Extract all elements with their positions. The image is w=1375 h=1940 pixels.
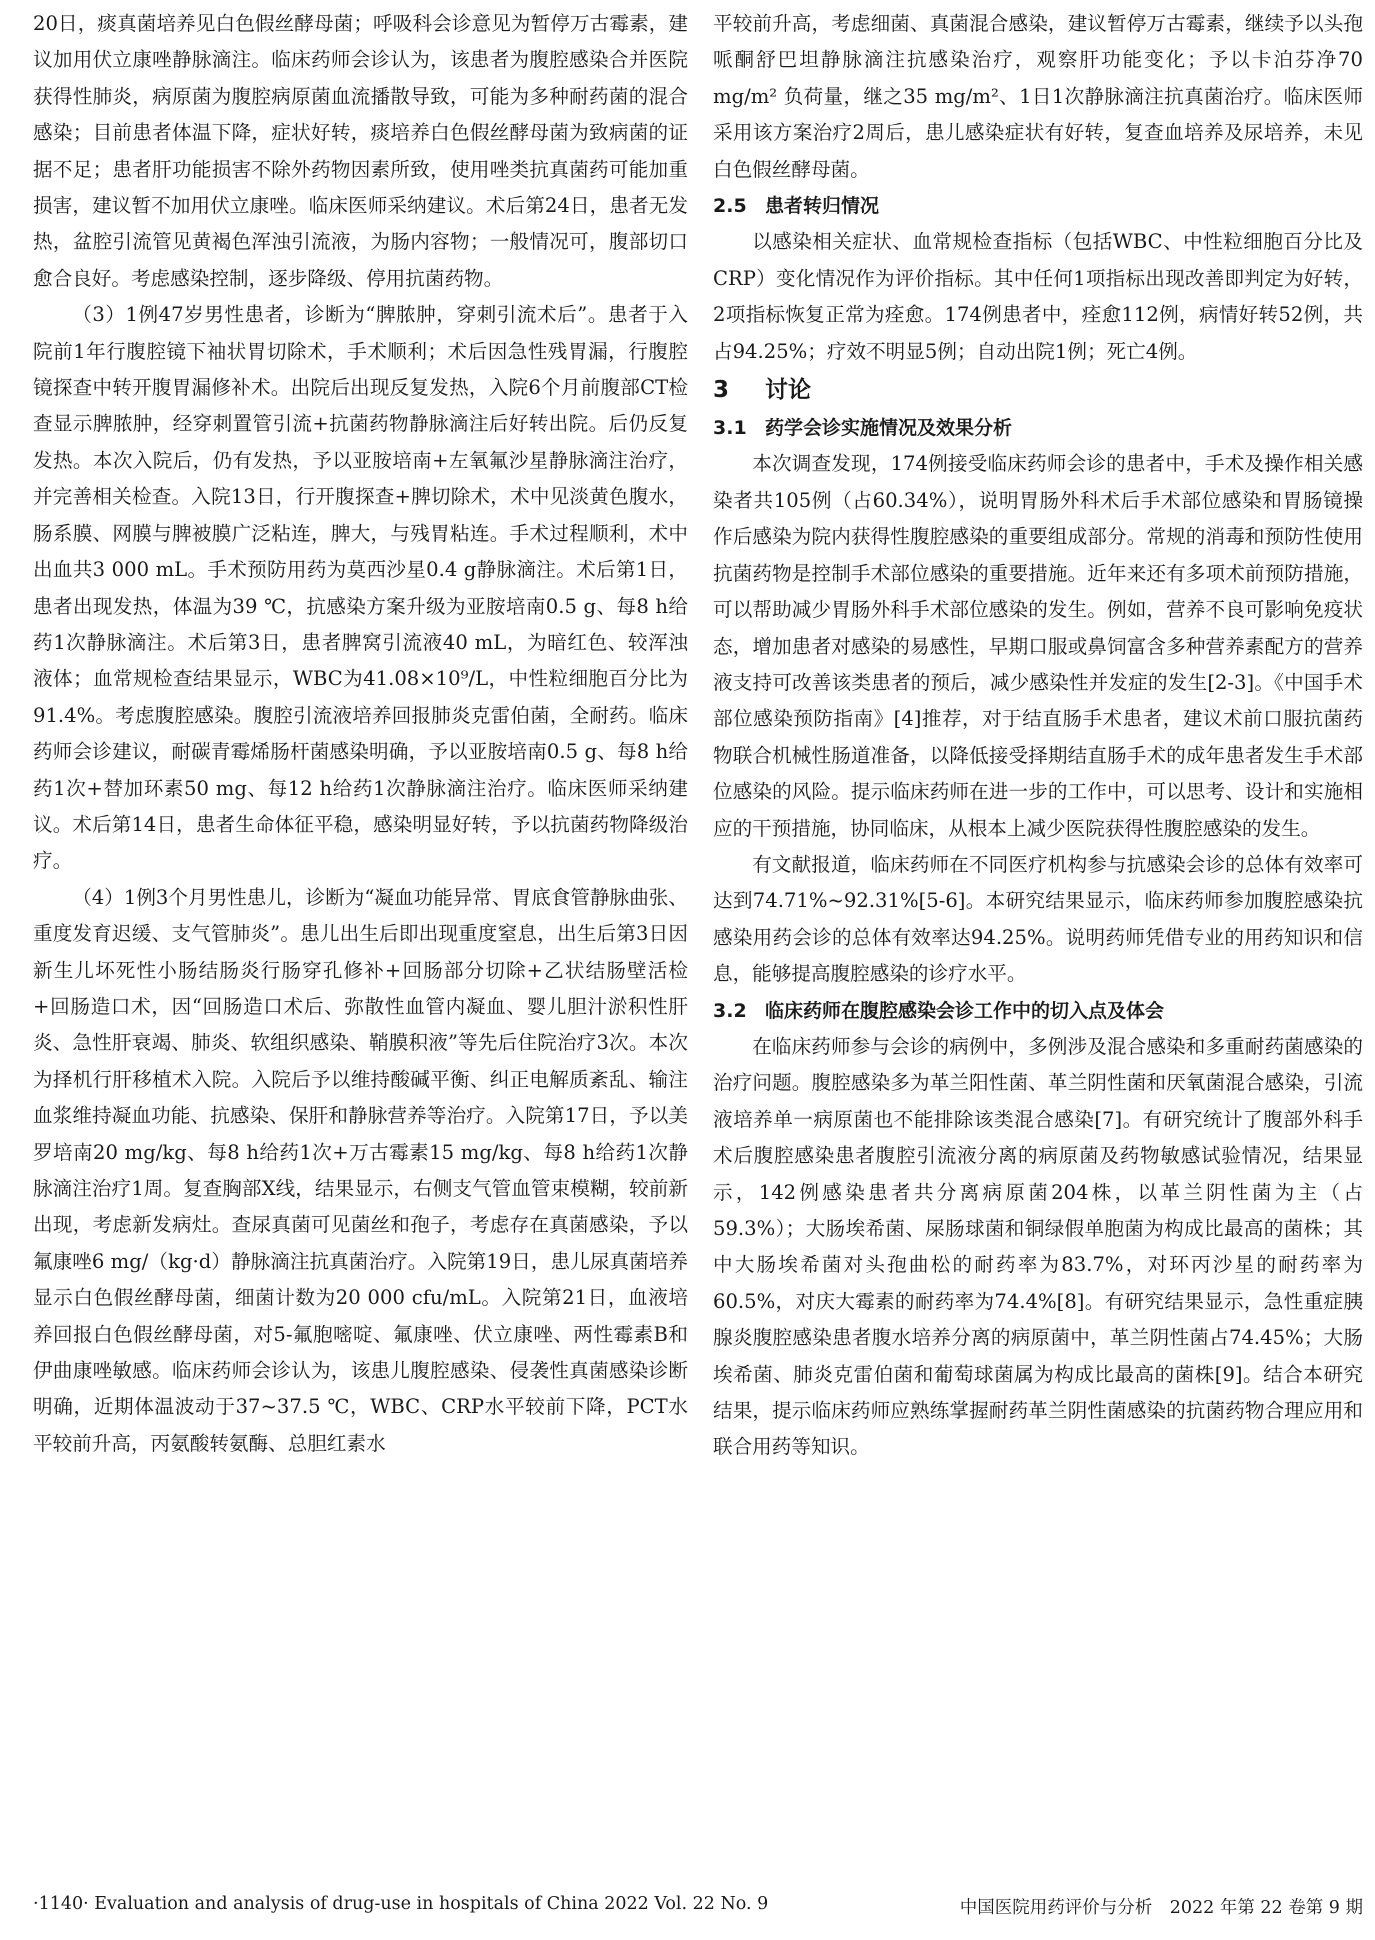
paragraph-discussion-2: 有文献报道，临床药师在不同医疗机构参与抗感染会诊的总体有效率可达到74.71%~92.31%[5-6]。本研究结果显示，临床药师参加腹腔感染抗感染用药会诊的总体有效率达94.25%。说明药师凭借专业的用药知识和信息，能够提高腹腔感染的诊疗水平。 — [713, 852, 1363, 986]
section-heading-3-2 — [713, 993, 1363, 1029]
footer-journal-english: ·1140· Evaluation and analysis of drug-use in hospitals of China 2022 Vol. 22 No. 9 — [33, 1894, 769, 1914]
paragraph-case4: （4）1例3个月男性患儿，诊断为“凝血功能异常、胃底食管静脉曲张、重度发育迟缓、支气管肺炎”。患儿出生后即出现重度窒息，出生后第3日因新生儿坏死性小肠结肠炎行肠穿孔修补+回肠部分切除+乙状结肠壁活检+回肠造口术，因“回肠造口术后、弥散性血管内凝血、婴儿胆汁淤积性肝炎、急性肝衰竭、肺炎、软组织感染、鞘膜积液”等先后住院治疗3次。本次为择机行肝移植术入院。入院后予以维持酸碱平衡、纠正电解质紊乱、输注血浆维持凝血功能、抗感染、保肝和静脉营养等治疗。入院第17日，予以美罗培南20 mg/kg、每8 h给药1次+万古霉素15 mg/kg、每8 h给药1次静脉滴注治疗1周。复查胸部X线，结果显示，右侧支气管血管束模糊，较前新出现，考虑新发病灶。查尿真菌可见菌丝和孢子，考虑存在真菌感染，予以氟康唑6 mg/（kg·d）静脉滴注抗真菌治疗。入院第19日，患儿尿真菌培养显示白色假丝酵母菌，细菌计数为20 000 cfu/mL。入院第21日，血液培养回报白色假丝酵母菌，对5-氟胞嘧啶、氟康唑、伏立康唑、两性霉素B和伊曲康唑敏感。临床药师会诊认为，该患儿腹腔感染、侵袭性真菌感染诊断明确，近期体温波动于37~37.5 ℃，WBC、CRP水平较前下降，PCT水平较前升高，丙氨酸转氨酶、总胆红素水 — [33, 885, 688, 1455]
left-column — [33, 6, 688, 1462]
page-footer — [33, 1894, 1363, 1919]
paragraph-case2-continued: 20日，痰真菌培养见白色假丝酵母菌；呼吸科会诊意见为暂停万古霉素，建议加用伏立康唑静脉滴注。临床药师会诊认为，该患者为腹腔感染合并医院获得性肺炎，病原菌为腹腔病原菌血流播散导致，可能为多种耐药菌的混合感染；目前患者体温下降，症状好转，痰培养白色假丝酵母菌为致病菌的证据不足；患者肝功能损害不除外药物因素所致，使用唑类抗真菌药可能加重损害，建议暂不加用伏立康唑。临床医师采纳建议。术后第24日，患者无发热，盆腔引流管见黄褐色浑浊引流液，为肠内容物；一般情况可，腹部切口愈合良好。考虑感染控制，逐步降级、停用抗菌药物。 — [33, 12, 688, 290]
section-number: 3 — [713, 377, 730, 404]
section-number: 2.5 — [713, 195, 747, 218]
footer-journal-chinese: 中国医院用药评价与分析 2022 年第 22 卷第 9 期 — [959, 1898, 1363, 1918]
section-heading-2-5 — [713, 188, 1363, 224]
section-number: 3.1 — [713, 417, 747, 440]
section-title: 讨论 — [765, 377, 811, 404]
right-column — [713, 6, 1363, 1466]
section-title: 临床药师在腹腔感染会诊工作中的切入点及体会 — [765, 999, 1165, 1022]
paragraph-discussion-3: 在临床药师参与会诊的病例中，多例涉及混合感染和多重耐药菌感染的治疗问题。腹腔感染多为革兰阳性菌、革兰阴性菌和厌氧菌混合感染，引流液培养单一病原菌也不能排除该类混合感染[7]。有研究统计了腹部外科手术后腹腔感染患者腹腔引流液分离的病原菌及药物敏感试验情况，结果显示，142例感染患者共分离病原菌204株，以革兰阴性菌为主（占59.3%）；大肠埃希菌、屎肠球菌和铜绿假单胞菌为构成比最高的菌株；其中大肠埃希菌对头孢曲松的耐药率为83.7%，对环丙沙星的耐药率为60.5%，对庆大霉素的耐药率为74.4%[8]。有研究结果显示，急性重症胰腺炎腹腔感染患者腹水培养分离的病原菌中，革兰阴性菌占74.45%；大肠埃希菌、肺炎克雷伯菌和葡萄球菌属为构成比最高的菌株[9]。结合本研究结果，提示临床药师应熟练掌握耐药革兰阴性菌感染的抗菌药物合理应用和联合用药等知识。 — [713, 1034, 1363, 1459]
section-title: 患者转归情况 — [765, 195, 880, 218]
section-number: 3.2 — [713, 999, 747, 1022]
section-heading-3 — [713, 370, 1363, 410]
paragraph-case4-continued: 平较前升高，考虑细菌、真菌混合感染，建议暂停万古霉素，继续予以头孢哌酮舒巴坦静脉滴注抗感染治疗，观察肝功能变化；予以卡泊芬净70 mg/m² 负荷量，继之35 mg/m²、1日1次静脉滴注抗真菌治疗。临床医师采用该方案治疗2周后，患儿感染症状有好转，复查血培养及尿培养，未见白色假丝酵母菌。 — [713, 12, 1363, 181]
paragraph-outcome: 以感染相关症状、血常规检查指标（包括WBC、中性粒细胞百分比及CRP）变化情况作为评价指标。其中任何1项指标出现改善即判定为好转，2项指标恢复正常为痊愈。174例患者中，痊愈112例，病情好转52例，共占94.25%；疗效不明显5例；自动出院1例；死亡4例。 — [713, 230, 1363, 363]
section-heading-3-1 — [713, 410, 1363, 446]
paragraph-case3: （3）1例47岁男性患者，诊断为“脾脓肿，穿刺引流术后”。患者于入院前1年行腹腔镜下袖状胃切除术，手术顺利；术后因急性残胃漏，行腹腔镜探查中转开腹胃漏修补术。出院后出现反复发热，入院6个月前腹部CT检查显示脾脓肿，经穿刺置管引流+抗菌药物静脉滴注后好转出院。后仍反复发热。本次入院后，仍有发热，予以亚胺培南+左氧氟沙星静脉滴注治疗，并完善相关检查。入院13日，行开腹探查+脾切除术，术中见淡黄色腹水，肠系膜、网膜与脾被膜广泛粘连，脾大，与残胃粘连。手术过程顺利，术中出血共3 000 mL。手术预防用药为莫西沙星0.4 g静脉滴注。术后第1日，患者出现发热，体温为39 ℃，抗感染方案升级为亚胺培南0.5 g、每8 h给药1次静脉滴注。术后第3日，患者脾窝引流液40 mL，为暗红色、较浑浊液体；血常规检查结果显示，WBC为41.08×10⁹/L，中性粒细胞百分比为91.4%。考虑腹腔感染。腹腔引流液培养回报肺炎克雷伯菌，全耐药。临床药师会诊建议，耐碳青霉烯肠杆菌感染明确，予以亚胺培南0.5 g、每8 h给药1次+替加环素50 mg、每12 h给药1次静脉滴注治疗。临床医师采纳建议。术后第14日，患者生命体征平稳，感染明显好转，予以抗菌药物降级治疗。 — [33, 303, 688, 873]
paragraph-discussion-1: 本次调查发现，174例接受临床药师会诊的患者中，手术及操作相关感染者共105例（占60.34%），说明胃肠外科术后手术部位感染和胃肠镜操作后感染为院内获得性腹腔感染的重要组成部分。常规的消毒和预防性使用抗菌药物是控制手术部位感染的重要措施。近年来还有多项术前预防措施，可以帮助减少胃肠外科手术部位感染的发生。例如，营养不良可影响免疫状态，增加患者对感染的易感性，早期口服或鼻饲富含多种营养素配方的营养液支持可改善该类患者的预后，减少感染性并发症的发生[2-3]。《中国手术部位感染预防指南》[4]推荐，对于结直肠手术患者，建议术前口服抗菌药物联合机械性肠道准备，以降低接受择期结直肠手术的成年患者发生手术部位感染的风险。提示临床药师在进一步的工作中，可以思考、设计和实施相应的干预措施，协同临床，从根本上减少医院获得性腹腔感染的发生。 — [713, 452, 1363, 840]
section-title: 药学会诊实施情况及效果分析 — [765, 417, 1013, 440]
